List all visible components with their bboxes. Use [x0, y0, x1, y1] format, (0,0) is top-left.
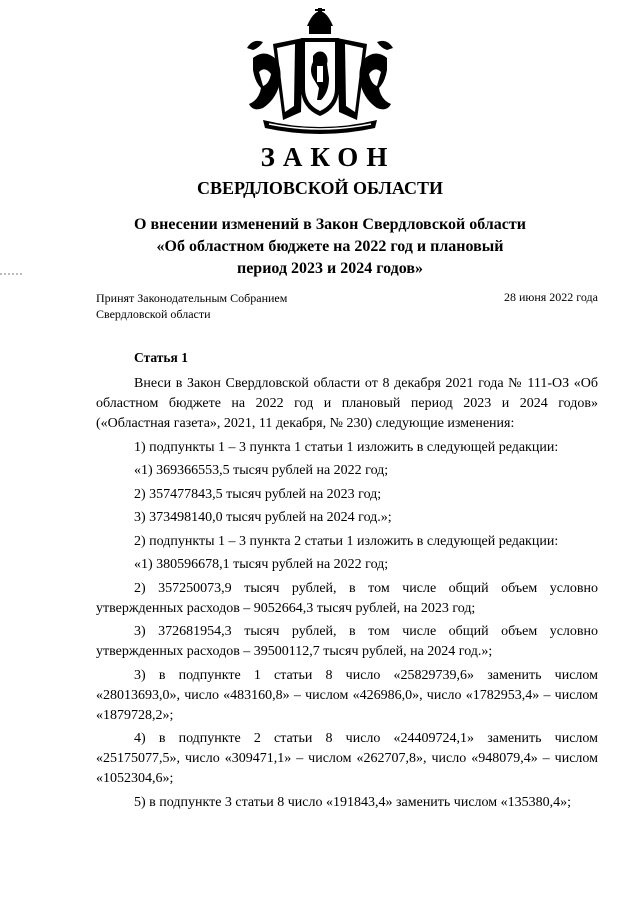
paragraph: 1) подпункты 1 – 3 пункта 1 статьи 1 изложить в следующей редакции: [134, 439, 559, 455]
adopted-line: Принят Законодательным Собранием [96, 291, 288, 305]
paragraph: Внеси в Закон Свердловской области от 8 декабря 2021 года № 111-ОЗ «Об областном бюджете на 2022 год и плановый период 2023 и 2024 годов» («Областная газета», 2021, 11 декабря, № 230) следующие изменения: [96, 376, 598, 431]
subtitle-line: «Об областном бюджете на 2022 год и плановый [156, 238, 504, 255]
region-title: СВЕРДЛОВСКОЙ ОБЛАСТИ [197, 178, 443, 198]
article-body [96, 374, 598, 816]
paragraph: «1) 369366553,5 тысяч рублей на 2022 год; [134, 463, 389, 478]
paragraph: 5) в подпункте 3 статьи 8 число «191843,4» заменить числом «135380,4»; [134, 794, 572, 810]
adoption-date: 28 июня 2022 года [503, 290, 598, 304]
paragraph: 3) 372681954,3 тысяч рублей, в том числе общий объем условно утвержденных расходов – 39500112,7 тысяч рублей, на 2024 год.»; [96, 624, 598, 659]
paragraph: «1) 380596678,1 тысяч рублей на 2022 год; [134, 557, 389, 572]
coat-of-arms-emblem [243, 8, 397, 138]
adopted-line: Свердловской области [96, 307, 211, 321]
paragraph: 2) 357477843,5 тысяч рублей на 2023 год; [134, 486, 382, 502]
subtitle-line: О внесении изменений в Закон Свердловской области [134, 216, 526, 233]
adopted-by [96, 290, 287, 322]
paragraph: 3) 373498140,0 тысяч рублей на 2024 год.»; [134, 510, 392, 525]
scan-artifact [0, 272, 22, 276]
paragraph: 4) в подпункте 2 статьи 8 число «24409724,1» заменить числом «25175077,5», число «309471,1» – числом «262707,8», число «948079,4» – числом «1052304,6»; [96, 731, 598, 786]
article-heading: Статья 1 [134, 350, 188, 365]
law-title: ЗАКОН [260, 142, 396, 172]
law-subtitle [110, 214, 550, 280]
paragraph: 3) в подпункте 1 статьи 8 число «25829739,6» заменить числом «28013693,0», число «483160,8» – числом «426986,0», число «1782953,4» – числом «1879728,2»; [96, 667, 598, 723]
subtitle-line: период 2023 и 2024 годов» [236, 260, 424, 277]
paragraph: 2) 357250073,9 тысяч рублей, в том числе общий объем условно утвержденных расходов – 9052664,3 тысяч рублей, на 2023 год; [96, 580, 598, 616]
paragraph: 2) подпункты 1 – 3 пункта 2 статьи 1 изложить в следующей редакции: [134, 533, 559, 549]
